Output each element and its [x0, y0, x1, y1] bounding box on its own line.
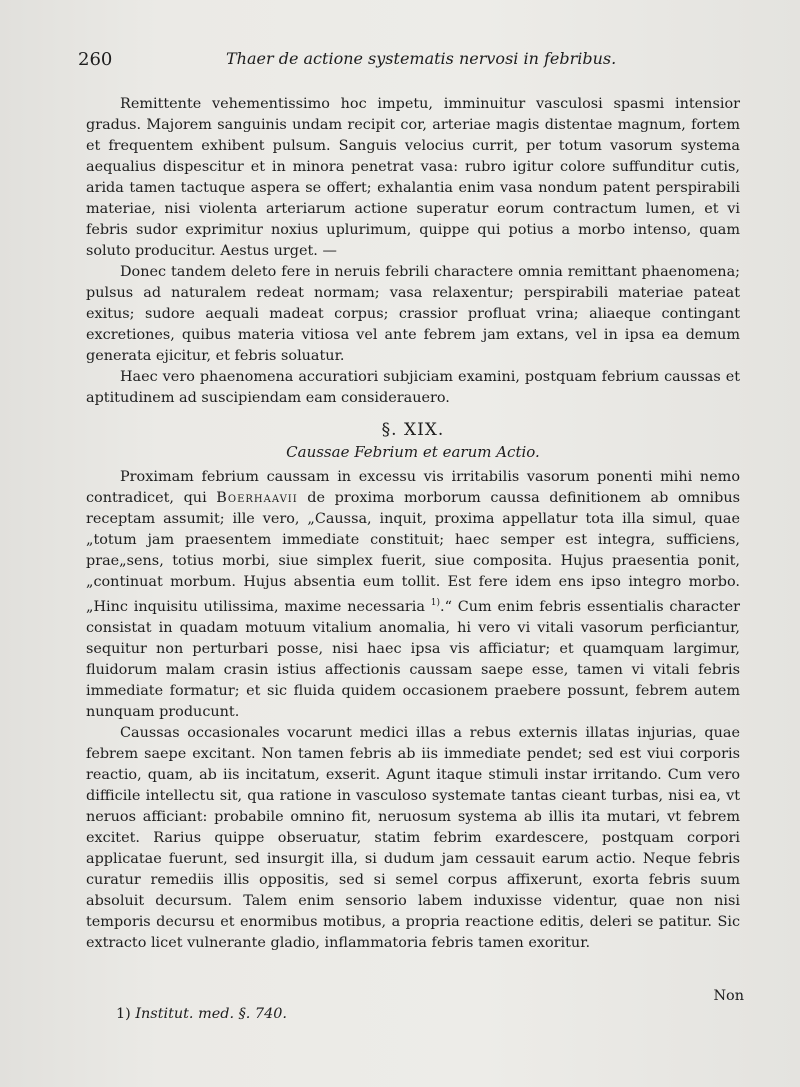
paragraph-remission: Remittente vehementissimo hoc impetu, imminuitur vasculosi spasmi intensior gradus. Majorem sanguinis undam recipit cor, arteriae magis distentae magnum, fortem et frequentem exhibent pulsum. Sanguis velocius currit, per totum vasorum systema aequalius dispescitur et in minora penetrat vasa: rubro igitur colore suffunditur cutis, arida tamen tactuque aspera se offert; exhalantia enim vasa nondum patent perspirabili materiae, nisi violenta arteriarum actione superatur eorum contractum lumen, et vi febris sudor exprimitur noxius uplurimum, quippe qui potius a morbo intenso, quam soluto producitur. Aestus urget. — — [86, 96, 740, 259]
section-title: Caussae Febrium et earum Actio. — [286, 443, 540, 461]
paragraph-proximate-cause — [86, 467, 740, 723]
paragraph-text-2: de proxima morborum caussa definitionem ab omnibus receptam assumit; ille vero, „Caussa, inquit, proxima appellatur tota illa simul, quae „totum jam praesentem immediate constituit; haec semper est integra, sufficiens, prae„sens, totius morbi, siue simplex fuerit, siue composita. Hujus praesentia ponit, „continuat morbum. Hujus absentia eum tollit. Est fere idem ens ipso integro morbo. „Hinc inquisitu utilissima, maxime necessaria — [86, 490, 741, 615]
running-head: Thaer de actione systematis nervosi in febribus. — [226, 49, 617, 68]
page-header — [78, 49, 718, 73]
author-name-boerhaave: Boerhaavii — [216, 490, 298, 506]
paragraph-resolution: Donec tandem deleto fere in neruis febrili charactere omnia remittant phaenomena; pulsus ad naturalem redeat normam; vasa relaxentur; perspirabili materiae pateat exitus; sudore aequali madeat corpus; crassior profluat vrina; aliaeque contingant excretiones, quibus materia vitiosa vel ante febrem jam extans, vel in ipsa ea demum generata ejicitur, et febris soluatur. — [86, 264, 740, 364]
footnote-reference: 1) — [430, 598, 441, 608]
footnote-text: Institut. med. §. 740. — [135, 1006, 287, 1022]
paragraph-text-1: Proximam febrium caussam in excessu vis irritabilis vasorum ponenti mihi nemo contradicet, qui — [86, 469, 740, 506]
page-number: 260 — [78, 49, 113, 70]
footnote-marker: 1) — [116, 1006, 131, 1022]
body-text — [86, 94, 740, 954]
footnote — [116, 1006, 287, 1022]
paragraph-occasional-causes: Caussas occasionales vocarunt medici illas a rebus externis illatas injurias, quae febrem saepe excitant. Non tamen febris ab iis immediate pendet; sed est viui corporis reactio, quam, ab iis incitatum, exserit. Agunt itaque stimuli instar irritando. Cum vero difficile intellectu sit, qua ratione in vasculoso systemate tantas cieant turbas, nisi ea, vt neruos afficiant: probabile omnino fit, neruosum systema ab illis ita mutari, vt febrem excitet. Rarius quippe obseruatur, statim febrim exardescere, postquam corpori applicatae fuerunt, sed insurgit illa, si dudum jam cessauit earum actio. Neque febris curatur remediis illis oppositis, sed si semel corpus affixerunt, exorta febris suum absoluit decursum. Talem enim sensorio labem induxisse videntur, quae non nisi temporis decursu et enormibus motibus, a propria reactione editis, deleri se patitur. Sic extracto licet vulnerante gladio, inflammatoria febris tamen exoritur. — [86, 724, 740, 951]
section-number: §. XIX. — [381, 420, 445, 440]
catchword: Non — [713, 988, 744, 1004]
paragraph-transition: Haec vero phaenomena accuratiori subjiciam examini, postquam febrium caussas et aptitudinem ad suscipiendam eam considerauero. — [86, 369, 740, 406]
paragraph-text-3: .“ Cum enim febris essentialis character consistat in quadam motuum vitalium anomalia, hi vero vi vitali vasorum perficiantur, sequitur non perturbari posse, nisi haec ipsa vis afficiatur; et quamquam largimur, fluidorum malam crasin istius affectionis caussam saepe esse, tamen vi vitali febris immediate formatur; et sic fluida quidem occasionem praebere possunt, febrem autem nunquam producunt. — [86, 598, 740, 720]
